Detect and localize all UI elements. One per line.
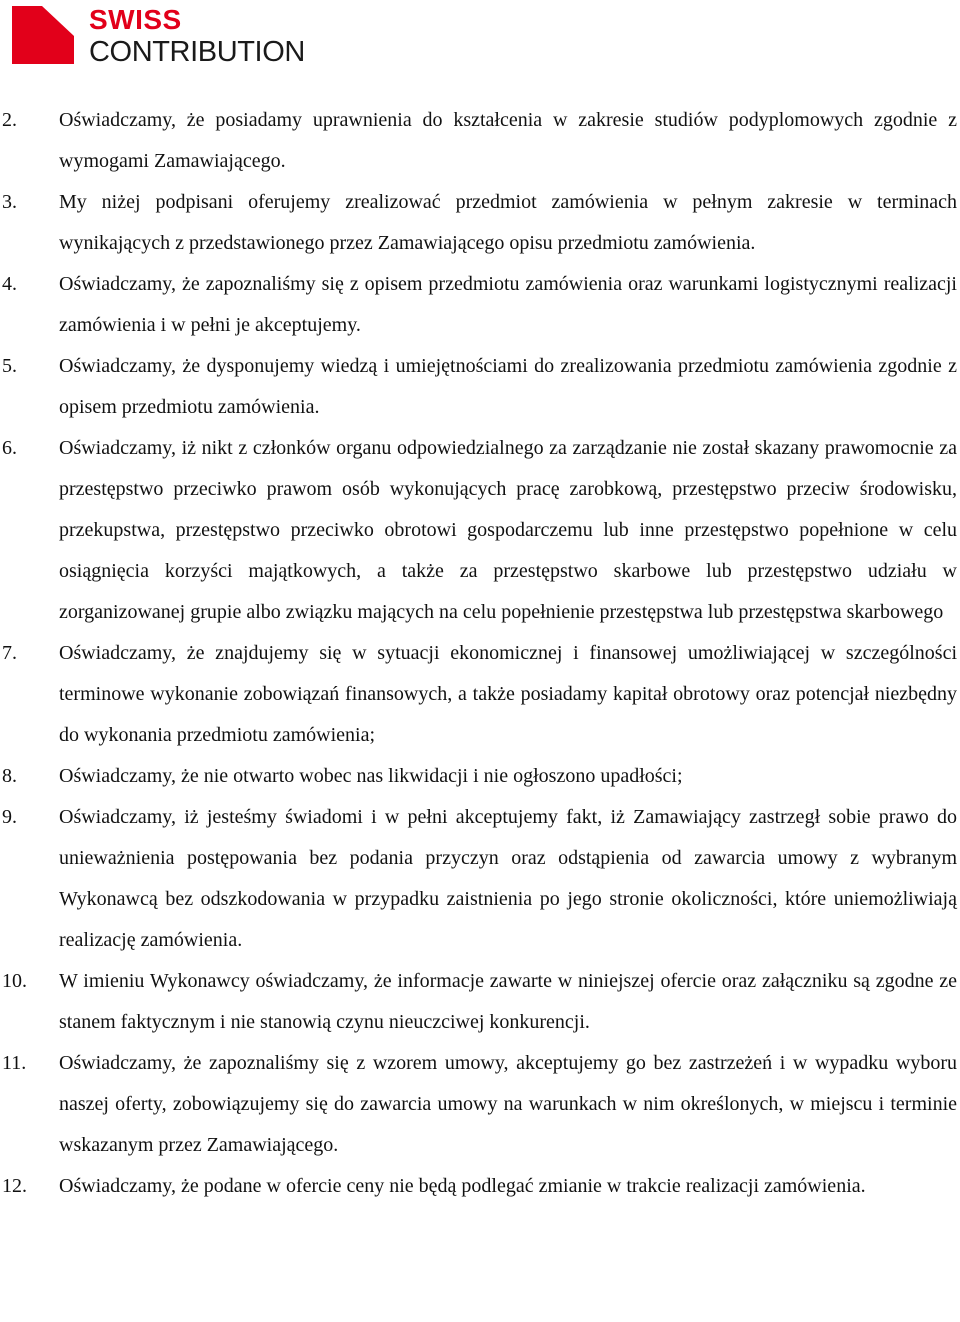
- swiss-contribution-logo: [12, 4, 332, 66]
- item-number: 4.: [2, 273, 17, 295]
- item-text: Oświadczamy, że nie otwarto wobec nas likwidacji i nie ogłoszono upadłości;: [59, 765, 683, 787]
- item-number: 7.: [2, 642, 17, 664]
- item-number: 9.: [2, 806, 17, 828]
- list-item: [0, 961, 960, 1043]
- list-item: [0, 264, 960, 346]
- item-number: 6.: [2, 437, 17, 459]
- item-text: Oświadczamy, że dysponujemy wiedzą i umiejętnościami do zrealizowania przedmiotu zamówienia zgodnie z opisem przedmiotu zamówienia.: [59, 355, 957, 418]
- item-text: Oświadczamy, że znajdujemy się w sytuacji ekonomicznej i finansowej umożliwiającej w szczególności terminowe wykonanie zobowiązań finansowych, a także posiadamy kapitał obrotowy oraz potencjał niezbędny do wykonania przedmiotu zamówienia;: [59, 642, 957, 746]
- item-text: Oświadczamy, że podane w ofercie ceny nie będą podlegać zmianie w trakcie realizacji zamówienia.: [59, 1175, 866, 1197]
- logo-text-swiss: SWISS: [89, 4, 182, 35]
- declarations-list: [0, 100, 960, 1207]
- item-number: 12.: [2, 1175, 27, 1197]
- item-number: 10.: [2, 970, 27, 992]
- item-text: Oświadczamy, że zapoznaliśmy się z opisem przedmiotu zamówienia oraz warunkami logistycznymi realizacji zamówienia i w pełni je akceptujemy.: [59, 273, 957, 336]
- item-number: 5.: [2, 355, 17, 377]
- list-item: [0, 346, 960, 428]
- item-number: 3.: [2, 191, 17, 213]
- list-item: [0, 633, 960, 756]
- item-text: Oświadczamy, że zapoznaliśmy się z wzorem umowy, akceptujemy go bez zastrzeżeń i w wypadku wyboru naszej oferty, zobowiązujemy się do zawarcia umowy na warunkach w nim określonych, w miejscu i terminie wskazanym przez Zamawiającego.: [59, 1052, 957, 1156]
- list-item: [0, 428, 960, 633]
- list-item: [0, 182, 960, 264]
- logo-text-contribution: CONTRIBUTION: [89, 36, 305, 68]
- item-text: Oświadczamy, iż nikt z członków organu odpowiedzialnego za zarządzanie nie został skazany prawomocnie za przestępstwo przeciwko prawom osób wykonujących pracę zarobkową, przestępstwo przeciw środowisku, przekupstwa, przestępstwo przeciwko obrotowi gospodarczemu lub inne przestępstwo popełnione w celu osiągnięcia korzyści majątkowych, a także za przestępstwo skarbowe lub przestępstwo udziału w zorganizowanej grupie albo związku mających na celu popełnienie przestępstwa lub przestępstwa skarbowego: [59, 437, 957, 623]
- item-text: My niżej podpisani oferujemy zrealizować przedmiot zamówienia w pełnym zakresie w terminach wynikających z przedstawionego przez Zamawiającego opisu przedmiotu zamówienia.: [59, 191, 957, 254]
- list-item: [0, 1043, 960, 1166]
- item-number: 8.: [2, 765, 17, 787]
- item-number: 11.: [2, 1052, 27, 1074]
- item-text: Oświadczamy, iż jesteśmy świadomi i w pełni akceptujemy fakt, iż Zamawiający zastrzegł sobie prawo do unieważnienia postępowania bez podania przyczyn oraz odstąpienia od zawarcia umowy z wybranym Wykonawcą bez odszkodowania w przypadku zaistnienia po jego stronie okoliczności, które uniemożliwiają realizację zamówienia.: [59, 806, 957, 951]
- item-number: 2.: [2, 109, 17, 131]
- item-text: W imieniu Wykonawcy oświadczamy, że informacje zawarte w niniejszej ofercie oraz załączniku są zgodne ze stanem faktycznym i nie stanowią czynu nieuczciwej konkurencji.: [59, 970, 957, 1033]
- item-text: Oświadczamy, że posiadamy uprawnienia do kształcenia w zakresie studiów podyplomowych zgodnie z wymogami Zamawiającego.: [59, 109, 957, 172]
- list-item: [0, 100, 960, 182]
- list-item: [0, 797, 960, 961]
- swiss-cross-logo-icon: [12, 6, 74, 64]
- list-item: [0, 756, 960, 797]
- list-item: [0, 1166, 960, 1207]
